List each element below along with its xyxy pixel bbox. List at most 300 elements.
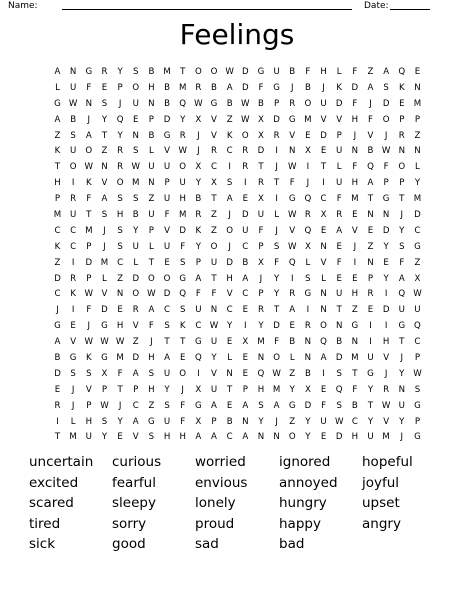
grid-letter[interactable]: T [399,337,405,348]
grid-letter[interactable]: P [195,257,201,268]
grid-letter[interactable]: Y [273,273,280,284]
grid-letter[interactable]: U [257,210,265,221]
grid-letter[interactable]: M [132,178,140,189]
grid-letter[interactable]: O [398,162,406,173]
grid-letter[interactable]: V [211,368,217,379]
grid-letter[interactable]: W [334,416,344,427]
grid-letter[interactable]: A [273,400,280,411]
grid-letter[interactable]: A [85,130,92,141]
grid-letter[interactable]: N [398,384,406,395]
grid-letter[interactable]: B [289,67,296,77]
grid-letter[interactable]: H [116,210,124,221]
grid-letter[interactable]: E [226,337,233,348]
grid-letter[interactable]: D [382,225,390,236]
grid-letter[interactable]: I [353,257,357,268]
grid-letter[interactable]: V [211,114,217,125]
grid-letter[interactable]: H [351,289,359,300]
grid-letter[interactable]: R [257,178,264,189]
grid-letter[interactable]: U [132,241,139,252]
grid-letter[interactable]: Y [289,384,295,395]
grid-letter[interactable]: N [304,353,312,364]
grid-letter[interactable]: J [228,241,231,252]
grid-letter[interactable]: P [133,384,139,395]
grid-letter[interactable]: D [320,130,327,141]
grid-letter[interactable]: R [304,210,311,221]
grid-letter[interactable]: S [226,178,233,189]
grid-letter[interactable]: I [306,305,310,316]
grid-letter[interactable]: F [164,210,170,221]
grid-letter[interactable]: F [180,241,186,252]
grid-letter[interactable]: L [55,82,60,93]
grid-letter[interactable]: R [195,210,202,221]
grid-letter[interactable]: F [383,162,389,173]
grid-letter[interactable]: U [273,67,280,77]
grid-letter[interactable]: U [69,82,77,93]
grid-letter[interactable]: B [148,130,155,141]
grid-letter[interactable]: C [70,225,77,236]
grid-letter[interactable]: N [69,67,77,77]
grid-letter[interactable]: G [367,368,374,379]
grid-letter[interactable]: J [353,241,357,252]
grid-letter[interactable]: U [163,241,171,252]
grid-letter[interactable]: S [148,432,155,443]
grid-letter[interactable]: F [180,416,186,427]
grid-letter[interactable]: U [367,353,374,364]
grid-letter[interactable]: O [179,368,187,379]
grid-letter[interactable]: S [117,225,123,236]
grid-letter[interactable]: Y [164,384,170,395]
grid-letter[interactable]: D [273,114,280,125]
grid-letter[interactable]: Q [194,353,202,364]
grid-letter[interactable]: B [54,353,61,364]
grid-letter[interactable]: J [118,400,122,411]
grid-letter[interactable]: I [244,178,247,189]
grid-letter[interactable]: G [195,337,202,348]
grid-letter[interactable]: L [148,146,154,157]
grid-letter[interactable]: W [178,146,187,157]
grid-letter[interactable]: W [241,98,250,109]
grid-letter[interactable]: I [56,416,59,427]
grid-letter[interactable]: E [367,305,374,316]
grid-letter[interactable]: U [336,289,343,300]
grid-letter[interactable]: X [101,368,108,379]
grid-letter[interactable]: N [257,353,265,364]
grid-letter[interactable]: W [413,289,422,300]
grid-letter[interactable]: P [86,241,92,252]
grid-letter[interactable]: A [242,432,249,443]
grid-letter[interactable]: N [101,162,108,173]
grid-letter[interactable]: F [399,257,405,268]
grid-letter[interactable]: Y [117,416,123,427]
grid-letter[interactable]: M [304,114,312,125]
grid-letter[interactable]: H [179,194,186,205]
grid-letter[interactable]: O [163,273,171,284]
grid-letter[interactable]: Y [273,289,280,300]
grid-letter[interactable]: U [163,162,171,173]
grid-letter[interactable]: N [382,210,390,221]
grid-letter[interactable]: S [133,67,139,77]
grid-letter[interactable]: U [210,257,218,268]
grid-letter[interactable]: W [209,321,219,332]
grid-letter[interactable]: A [195,273,202,284]
grid-letter[interactable]: Q [398,289,406,300]
grid-letter[interactable]: E [320,384,327,395]
grid-letter[interactable]: T [399,194,405,205]
grid-letter[interactable]: H [148,353,155,364]
grid-letter[interactable]: N [210,305,218,316]
grid-letter[interactable]: G [288,114,296,125]
grid-letter[interactable]: C [414,225,421,236]
grid-letter[interactable]: U [85,432,92,443]
grid-letter[interactable]: Y [227,321,233,332]
grid-letter[interactable]: M [163,67,171,77]
grid-letter[interactable]: J [197,130,200,141]
grid-letter[interactable]: U [179,178,186,189]
grid-letter[interactable]: K [54,146,61,157]
grid-letter[interactable]: Z [117,273,124,284]
grid-letter[interactable]: J [290,82,294,93]
grid-letter[interactable]: Z [289,416,296,427]
grid-letter[interactable]: Y [414,178,421,189]
grid-letter[interactable]: C [117,257,124,268]
grid-letter[interactable]: X [195,416,202,427]
grid-letter[interactable]: E [179,353,186,364]
name-blank-line[interactable] [62,9,352,10]
grid-letter[interactable]: W [241,114,250,125]
grid-letter[interactable]: N [289,146,296,157]
grid-letter[interactable]: K [85,353,92,364]
grid-letter[interactable]: J [384,368,388,379]
grid-letter[interactable]: T [352,368,358,379]
grid-letter[interactable]: E [320,146,327,157]
grid-letter[interactable]: J [400,432,404,443]
grid-letter[interactable]: N [367,257,374,268]
grid-letter[interactable]: J [71,384,75,395]
grid-letter[interactable]: L [415,162,420,173]
grid-letter[interactable]: B [132,210,139,221]
grid-letter[interactable]: F [352,384,358,395]
grid-letter[interactable]: N [414,82,421,93]
grid-letter[interactable]: Z [351,305,358,316]
grid-letter[interactable]: R [289,98,296,109]
grid-letter[interactable]: E [399,98,405,109]
grid-letter[interactable]: I [71,305,75,316]
grid-letter[interactable]: V [101,178,108,189]
grid-letter[interactable]: F [180,400,186,411]
grid-letter[interactable]: D [132,273,140,284]
grid-letter[interactable]: M [53,210,62,221]
grid-letter[interactable]: O [273,353,280,364]
grid-letter[interactable]: X [414,273,421,284]
grid-letter[interactable]: Z [226,114,233,125]
grid-letter[interactable]: E [352,210,358,221]
grid-letter[interactable]: U [163,416,171,427]
grid-letter[interactable]: S [305,273,311,284]
grid-letter[interactable]: D [335,432,343,443]
grid-letter[interactable]: Q [179,289,187,300]
grid-letter[interactable]: J [369,98,372,109]
grid-letter[interactable]: S [101,210,108,221]
grid-letter[interactable]: J [400,353,404,364]
grid-letter[interactable]: G [195,400,202,411]
grid-letter[interactable]: W [194,98,203,109]
grid-letter[interactable]: Z [414,130,421,141]
grid-letter[interactable]: G [54,98,61,109]
grid-letter[interactable]: S [336,368,342,379]
grid-letter[interactable]: I [71,178,75,189]
grid-letter[interactable]: D [351,82,359,93]
grid-letter[interactable]: I [275,194,278,205]
grid-letter[interactable]: X [242,337,249,348]
grid-letter[interactable]: S [399,241,405,252]
grid-letter[interactable]: X [211,178,217,189]
grid-letter[interactable]: A [54,67,61,77]
grid-letter[interactable]: D [132,353,140,364]
grid-letter[interactable]: N [320,305,327,316]
grid-letter[interactable]: C [226,146,233,157]
grid-letter[interactable]: X [320,210,327,221]
grid-letter[interactable]: I [369,321,372,332]
grid-letter[interactable]: L [70,416,76,427]
grid-letter[interactable]: I [244,321,247,332]
grid-letter[interactable]: D [85,257,93,268]
grid-letter[interactable]: S [133,146,139,157]
grid-letter[interactable]: G [414,241,421,252]
grid-letter[interactable]: W [147,289,156,300]
grid-letter[interactable]: U [210,337,218,348]
grid-letter[interactable]: N [116,289,124,300]
grid-letter[interactable]: D [241,82,249,93]
grid-letter[interactable]: W [381,400,391,411]
grid-letter[interactable]: N [335,321,343,332]
grid-letter[interactable]: R [195,82,202,93]
grid-letter[interactable]: U [163,368,171,379]
grid-letter[interactable]: Y [195,241,201,252]
grid-letter[interactable]: D [304,400,312,411]
grid-letter[interactable]: U [163,194,171,205]
grid-letter[interactable]: C [70,241,77,252]
grid-letter[interactable]: O [210,67,218,77]
grid-letter[interactable]: W [84,337,94,348]
grid-letter[interactable]: H [226,273,233,284]
grid-letter[interactable]: N [226,368,233,379]
grid-letter[interactable]: G [273,82,280,93]
grid-letter[interactable]: O [132,289,140,300]
grid-letter[interactable]: E [336,241,342,252]
grid-letter[interactable]: P [148,225,154,236]
grid-letter[interactable]: D [335,353,343,364]
grid-letter[interactable]: B [226,98,233,109]
grid-letter[interactable]: J [322,82,325,93]
grid-letter[interactable]: V [367,130,374,141]
grid-letter[interactable]: O [85,146,93,157]
grid-letter[interactable]: F [321,400,327,411]
grid-letter[interactable]: G [101,353,108,364]
grid-letter[interactable]: A [148,305,155,316]
grid-letter[interactable]: W [225,67,234,77]
grid-letter[interactable]: F [258,82,264,93]
grid-letter[interactable]: P [117,82,123,93]
grid-letter[interactable]: P [399,178,405,189]
grid-letter[interactable]: F [352,162,358,173]
grid-letter[interactable]: I [322,178,325,189]
grid-letter[interactable]: F [289,178,295,189]
grid-letter[interactable]: W [131,162,140,173]
grid-letter[interactable]: I [228,162,231,173]
grid-letter[interactable]: O [288,432,296,443]
grid-letter[interactable]: J [259,273,263,284]
grid-letter[interactable]: N [367,210,374,221]
grid-letter[interactable]: N [148,98,155,109]
grid-letter[interactable]: A [289,305,296,316]
grid-letter[interactable]: V [383,416,390,427]
grid-letter[interactable]: M [382,432,390,443]
grid-letter[interactable]: S [117,241,123,252]
grid-letter[interactable]: W [288,210,297,221]
grid-letter[interactable]: R [54,400,61,411]
grid-letter[interactable]: F [352,98,358,109]
grid-letter[interactable]: Z [414,257,421,268]
grid-letter[interactable]: F [258,225,264,236]
grid-letter[interactable]: T [273,305,280,316]
grid-letter[interactable]: N [242,416,249,427]
grid-letter[interactable]: V [336,114,343,125]
grid-letter[interactable]: C [54,225,61,236]
grid-letter[interactable]: P [211,416,217,427]
grid-letter[interactable]: E [164,257,170,268]
grid-letter[interactable]: J [150,337,153,348]
grid-letter[interactable]: J [197,146,200,157]
grid-letter[interactable]: W [288,241,297,252]
grid-letter[interactable]: M [413,194,422,205]
grid-letter[interactable]: Z [211,225,217,236]
grid-letter[interactable]: P [86,273,92,284]
grid-letter[interactable]: C [195,321,202,332]
grid-letter[interactable]: E [101,82,108,93]
grid-letter[interactable]: S [117,194,123,205]
grid-letter[interactable]: J [118,98,122,109]
grid-letter[interactable]: G [148,416,155,427]
grid-letter[interactable]: J [275,162,278,173]
grid-letter[interactable]: E [336,273,342,284]
grid-letter[interactable]: B [70,114,77,125]
grid-letter[interactable]: U [148,162,155,173]
grid-letter[interactable]: P [54,194,61,205]
grid-letter[interactable]: H [351,178,359,189]
grid-letter[interactable]: N [257,432,265,443]
grid-letter[interactable]: K [85,178,92,189]
grid-letter[interactable]: E [133,114,139,125]
grid-letter[interactable]: R [367,289,374,300]
grid-letter[interactable]: I [306,162,310,173]
grid-letter[interactable]: Z [132,337,139,348]
grid-letter[interactable]: G [351,321,359,332]
grid-letter[interactable]: E [242,305,249,316]
grid-letter[interactable]: J [71,400,75,411]
grid-letter[interactable]: H [351,432,359,443]
grid-letter[interactable]: Y [383,273,389,284]
grid-letter[interactable]: Y [258,416,264,427]
grid-letter[interactable]: A [336,225,343,236]
grid-letter[interactable]: Q [179,98,187,109]
grid-letter[interactable]: B [289,337,296,348]
grid-letter[interactable]: A [54,337,61,348]
grid-letter[interactable]: L [289,353,295,364]
grid-letter[interactable]: L [336,162,342,173]
grid-letter[interactable]: V [320,257,327,268]
grid-letter[interactable]: A [132,368,139,379]
grid-letter[interactable]: P [86,400,92,411]
grid-letter[interactable]: Y [101,114,108,125]
grid-letter[interactable]: S [383,82,389,93]
grid-letter[interactable]: G [179,273,187,284]
grid-letter[interactable]: D [382,305,390,316]
grid-letter[interactable]: C [320,194,327,205]
grid-letter[interactable]: E [367,225,374,236]
grid-letter[interactable]: M [272,384,281,395]
grid-letter[interactable]: O [320,321,327,332]
grid-letter[interactable]: S [86,368,92,379]
grid-letter[interactable]: V [289,225,296,236]
grid-letter[interactable]: J [181,384,184,395]
grid-letter[interactable]: X [257,114,264,125]
grid-letter[interactable]: N [320,289,327,300]
grid-letter[interactable]: R [211,146,217,157]
grid-letter[interactable]: W [288,162,297,173]
grid-letter[interactable]: Z [101,146,108,157]
grid-letter[interactable]: Z [211,210,217,221]
grid-letter[interactable]: D [241,210,249,221]
grid-letter[interactable]: V [70,337,77,348]
grid-letter[interactable]: W [68,98,78,109]
grid-letter[interactable]: K [195,225,202,236]
grid-letter[interactable]: J [87,114,91,125]
grid-letter[interactable]: C [226,305,233,316]
grid-letter[interactable]: R [70,194,77,205]
grid-letter[interactable]: R [242,162,249,173]
grid-letter[interactable]: F [117,368,123,379]
grid-letter[interactable]: U [367,432,374,443]
grid-letter[interactable]: N [414,146,421,157]
grid-letter[interactable]: I [197,368,200,379]
grid-letter[interactable]: V [85,384,92,395]
grid-letter[interactable]: D [226,257,233,268]
grid-letter[interactable]: H [320,67,327,77]
grid-letter[interactable]: F [86,82,92,93]
grid-letter[interactable]: M [351,194,359,205]
grid-letter[interactable]: X [257,194,264,205]
grid-letter[interactable]: K [336,82,342,93]
grid-letter[interactable]: Y [305,416,311,427]
grid-letter[interactable]: G [69,353,77,364]
grid-letter[interactable]: F [352,67,358,77]
grid-letter[interactable]: G [257,67,265,77]
grid-letter[interactable]: T [180,337,186,348]
grid-letter[interactable]: V [132,432,139,443]
grid-letter[interactable]: H [179,432,186,443]
grid-letter[interactable]: S [164,400,170,411]
grid-letter[interactable]: F [274,257,280,268]
grid-letter[interactable]: Y [383,241,389,252]
grid-letter[interactable]: A [226,194,233,205]
grid-letter[interactable]: E [320,225,327,236]
grid-letter[interactable]: W [115,337,125,348]
grid-letter[interactable]: U [336,178,343,189]
grid-letter[interactable]: G [54,321,61,332]
grid-letter[interactable]: K [398,82,405,93]
grid-letter[interactable]: F [86,305,92,316]
grid-letter[interactable]: R [304,321,311,332]
